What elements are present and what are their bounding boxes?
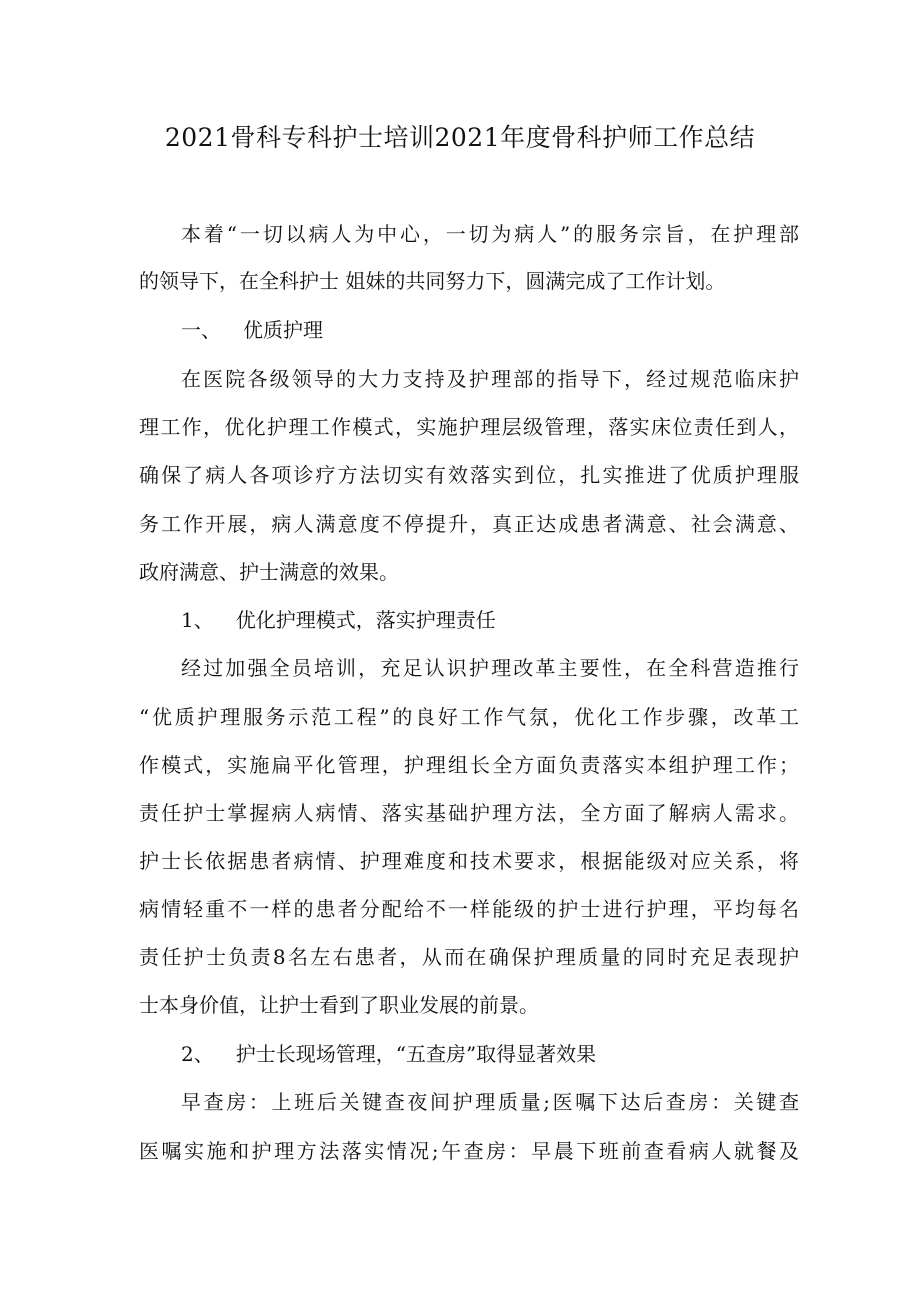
document-title: 2021骨科专科护士培训2021年度骨科护师工作总结 [164, 123, 756, 152]
section-heading-text: 护士长现场管理，“五查房”取得显著效果 [235, 1042, 597, 1066]
paragraph-line: 确保了病人各项诊疗方法切实有效落实到位，扎实推进了优质护理服 [139, 463, 799, 487]
paragraph-line: 士本身价值，让护士看到了职业发展的前景。 [139, 993, 539, 1017]
paragraph-line: 责任护士负责8名左右患者，从而在确保护理质量的同时充足表现护 [139, 945, 799, 969]
paragraph-line: 务工作开展，病人满意度不停提升，真正达成患者满意、社会满意、 [139, 512, 799, 536]
paragraph-line: 在医院各级领导的大力支持及护理部的指导下，经过规范临床护 [181, 367, 799, 391]
paragraph-line: 经过加强全员培训，充足认识护理改革主要性，在全科营造推行 [181, 656, 799, 680]
paragraph-line: 医嘱实施和护理方法落实情况;午查房：早晨下班前查看病人就餐及 [139, 1139, 799, 1163]
paragraph-line: 护士长依据患者病情、护理难度和技术要求，根据能级对应关系，将 [139, 849, 799, 873]
paragraph-line: 责任护士掌握病人病情、落实基础护理方法，全方面了解病人需求。 [139, 801, 799, 825]
paragraph-line: 作模式，实施扁平化管理，护理组长全方面负责落实本组护理工作； [139, 753, 799, 777]
section-heading-text: 优化护理模式，落实护理责任 [235, 608, 496, 632]
section-heading [181, 605, 496, 635]
section-heading [181, 315, 323, 345]
section-heading [181, 1039, 596, 1069]
section-heading-number: 2、 [181, 1042, 214, 1066]
section-heading-number: 1、 [181, 608, 214, 632]
paragraph-line: 的领导下，在全科护士 姐妹的共同努力下，圆满完成了工作计划。 [139, 269, 726, 293]
section-heading-number: 一、 [181, 318, 221, 342]
paragraph-line: 理工作，优化护理工作模式，实施护理层级管理，落实床位责任到人， [139, 415, 799, 439]
paragraph-line: 病情轻重不一样的患者分配给不一样能级的护士进行护理，平均每名 [139, 897, 799, 921]
paragraph-line: “优质护理服务示范工程”的良好工作气氛，优化工作步骤，改革工 [139, 705, 799, 729]
section-heading-text: 优质护理 [243, 318, 323, 342]
paragraph-line: 早查房：上班后关键查夜间护理质量;医嘱下达后查房：关键查 [181, 1090, 799, 1114]
paragraph-line: 本着“一切以病人为中心，一切为病人”的服务宗旨，在护理部 [181, 222, 799, 246]
paragraph-line: 政府满意、护士满意的效果。 [139, 560, 399, 584]
